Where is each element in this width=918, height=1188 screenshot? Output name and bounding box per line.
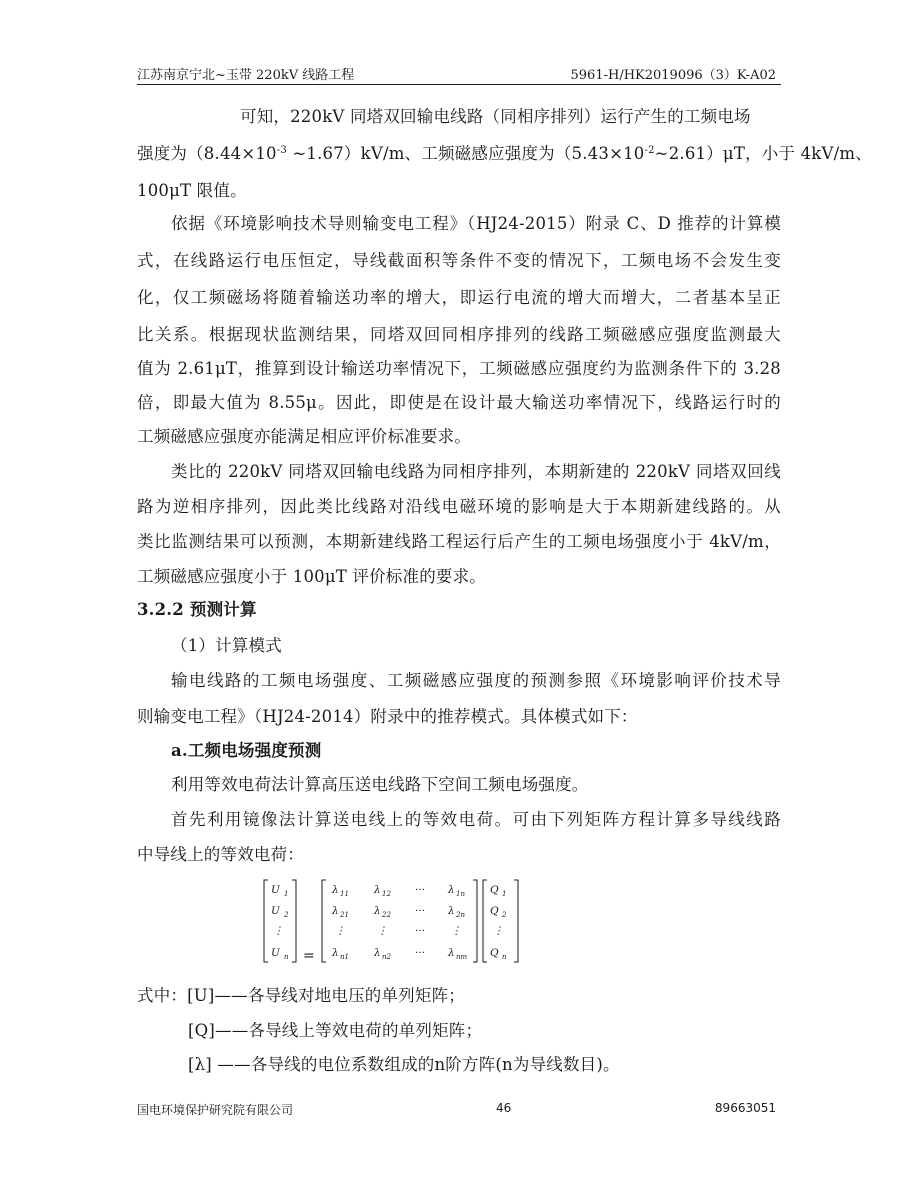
u-subscript: 1 — [284, 890, 289, 898]
lambda-entry: ··· — [415, 905, 426, 917]
lambda-entry: ··· — [415, 947, 426, 959]
para4-line1: 输电线路的工频电场强度、工频磁感应强度的预测参照《环境影响评价技术导 — [171, 671, 781, 690]
q-subscript: 2 — [502, 911, 507, 919]
q-entry: ⋮ — [493, 925, 504, 937]
para1-text-b: ~1.67）kV/m、工频磁感应强度为（5.43×10 — [286, 144, 645, 163]
lambda-entry: ⋮ — [377, 925, 388, 937]
lambda-entry: ··· — [415, 884, 426, 896]
lambda-subscript: 12 — [382, 890, 391, 898]
definition-q: [Q]——各导线上等效电荷的单列矩阵； — [188, 1021, 483, 1040]
lambda-subscript: nm — [456, 953, 468, 961]
lambda-subscript: n2 — [382, 953, 391, 961]
section-heading: 3.2.2 预测计算 — [137, 600, 257, 619]
lambda-entry: λ — [332, 947, 339, 959]
lambda-entry: λ — [374, 884, 381, 896]
equals-sign: = — [303, 948, 315, 964]
para5: 利用等效电荷法计算高压送电线路下空间工频电场强度。 — [171, 775, 589, 794]
lambda-subscript: 1n — [456, 890, 465, 898]
matrix-equation — [262, 876, 524, 966]
subsection-heading: （1）计算模式 — [171, 636, 282, 655]
definition-u: 式中：[U]——各导线对地电压的单列矩阵； — [137, 986, 465, 1005]
lambda-entry: λ — [374, 905, 381, 917]
para2-line6: 倍，即最大值为 8.55μ。因此，即使是在设计最大输送功率情况下，线路运行时的 — [137, 393, 781, 412]
q-right-bracket — [514, 880, 518, 962]
q-subscript: n — [502, 953, 507, 961]
u-right-bracket — [292, 880, 296, 962]
lambda-subscript: 21 — [340, 911, 349, 919]
footer-organization: 国电环境保护研究院有限公司 — [137, 1103, 294, 1117]
para2-line4: 比关系。根据现状监测结果，同塔双回同相序排列的线路工频磁感应强度监测最大 — [137, 325, 781, 344]
q-entry: Q — [490, 884, 499, 896]
q-vector — [490, 884, 507, 961]
para6-line1: 首先利用镜像法计算送电线上的等效电荷。可由下列矩阵方程计算多导线线路 — [171, 810, 781, 829]
lambda-right-bracket — [473, 880, 477, 962]
lambda-entry: ⋮ — [335, 925, 346, 937]
para2-line2: 式，在线路运行电压恒定，导线截面积等条件不变的情况下，工频电场不会发生变 — [137, 251, 781, 270]
lambda-matrix — [331, 884, 468, 961]
header-document-code: 5961-H/HK2019096（3）K-A02 — [570, 68, 776, 83]
para1-sup2: -2 — [644, 145, 655, 156]
footer-phone: 89663051 — [714, 1101, 776, 1115]
lambda-entry: λ — [448, 947, 455, 959]
para1-line2 — [137, 144, 872, 164]
para2-line7: 工频磁感应强度亦能满足相应评价标准要求。 — [137, 427, 471, 446]
para1-sup1: -3 — [276, 145, 287, 156]
u-subscript: n — [284, 953, 289, 961]
para2-line3: 化，仅工频磁场将随着输送功率的增大，即运行电流的增大而增大，二者基本呈正 — [137, 288, 781, 307]
footer-page-number: 46 — [496, 1101, 512, 1115]
u-subscript: 2 — [284, 911, 289, 919]
q-entry: Q — [490, 905, 499, 917]
header-project-title: 江苏南京宁北~玉带 220kV 线路工程 — [137, 68, 355, 83]
q-entry: Q — [490, 947, 499, 959]
lambda-subscript: 2n — [456, 911, 465, 919]
u-entry: U — [271, 947, 280, 959]
para4-line2: 则输变电工程》（HJ24-2014）附录中的推荐模式。具体模式如下： — [137, 707, 638, 726]
u-entry: ⋮ — [273, 925, 284, 937]
para2-line1: 依据《环境影响技术导则输变电工程》（HJ24-2015）附录 C、D 推荐的计算模 — [171, 214, 781, 233]
lambda-entry: λ — [448, 905, 455, 917]
para1-line1: 可知，220kV 同塔双回输电线路（同相序排列）运行产生的工频电场 — [240, 107, 751, 126]
lambda-entry: λ — [374, 947, 381, 959]
q-left-bracket — [483, 880, 487, 962]
lambda-subscript: 22 — [382, 911, 391, 919]
u-vector — [271, 884, 289, 961]
lambda-left-bracket — [322, 880, 326, 962]
para2-line5: 值为 2.61μT，推算到设计输送功率情况下，工频磁感应强度约为监测条件下的 3.28 — [137, 359, 781, 378]
para3-line4: 工频磁感应强度小于 100μT 评价标准的要求。 — [137, 567, 487, 586]
q-subscript: 1 — [502, 890, 507, 898]
lambda-entry: λ — [332, 905, 339, 917]
lambda-entry: λ — [332, 884, 339, 896]
subheading-a: a.工频电场强度预测 — [171, 741, 322, 760]
lambda-subscript: 11 — [340, 890, 349, 898]
header-rule — [137, 84, 781, 85]
definition-lambda: [λ] ——各导线的电位系数组成的n阶方阵(n为导线数目)。 — [188, 1055, 620, 1074]
u-entry: U — [271, 905, 280, 917]
para3-line2: 路为逆相序排列，因此类比线路对沿线电磁环境的影响是大于本期新建线路的。从 — [137, 497, 781, 516]
para1-line3: 100μT 限值。 — [137, 181, 247, 200]
para3-line1: 类比的 220kV 同塔双回输电线路为同相序排列，本期新建的 220kV 同塔双回线 — [171, 462, 781, 481]
para3-line3: 类比监测结果可以预测，本期新建线路工程运行后产生的工频电场强度小于 4kV/m， — [137, 532, 781, 551]
para6-line2: 中导线上的等效电荷： — [137, 845, 304, 864]
lambda-subscript: n1 — [340, 953, 349, 961]
para1-text-a: 强度为（8.44×10 — [137, 144, 277, 163]
u-entry: U — [271, 884, 280, 896]
lambda-entry: ··· — [415, 925, 426, 937]
para1-text-c: ~2.61）μT，小于 4kV/m、 — [654, 144, 872, 163]
u-left-bracket — [264, 880, 268, 962]
lambda-entry: ⋮ — [451, 925, 462, 937]
lambda-entry: λ — [448, 884, 455, 896]
